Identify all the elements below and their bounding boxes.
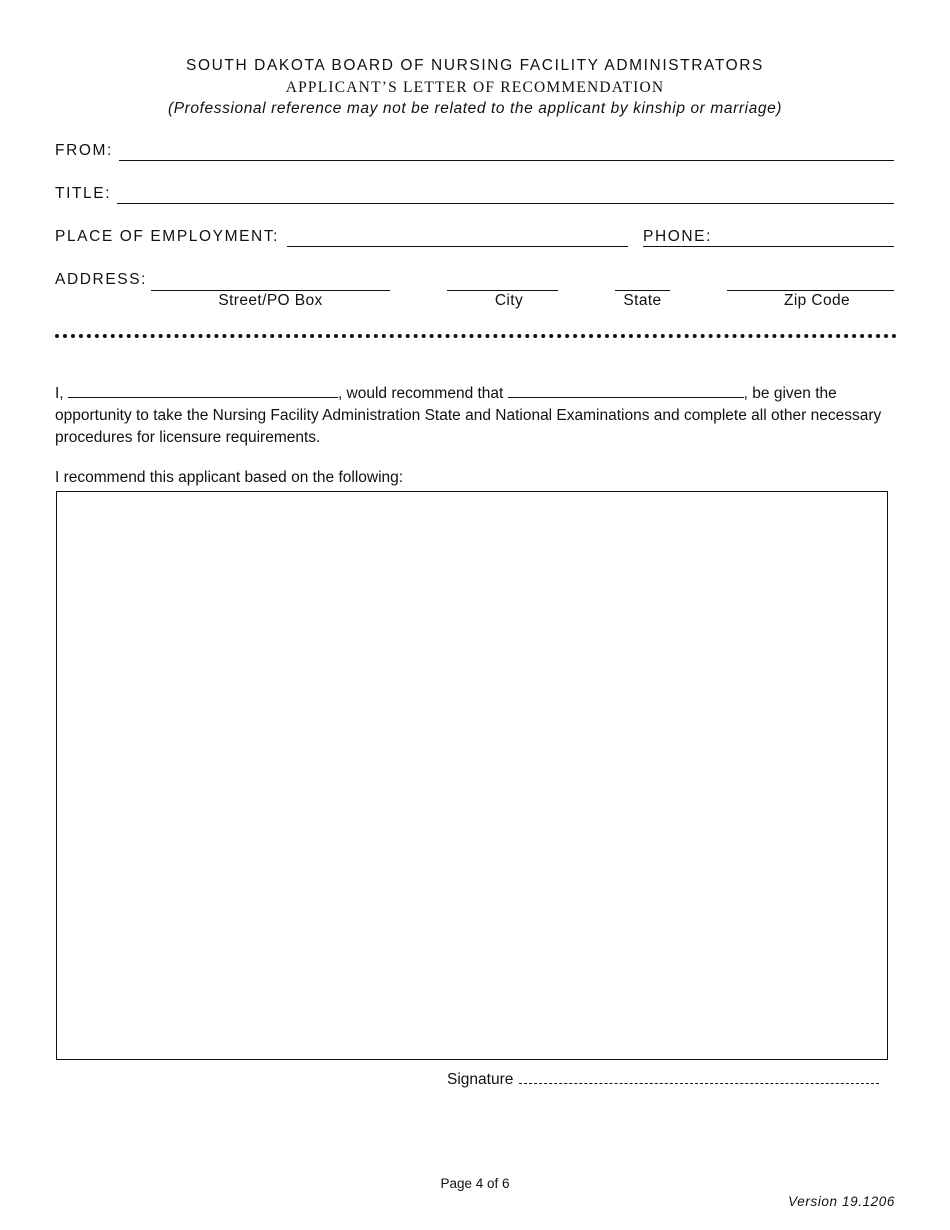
signature-field[interactable] [519,1069,879,1084]
basis-label: I recommend this applicant based on the following: [55,469,404,486]
form-title: APPLICANT’S LETTER OF RECOMMENDATION [285,79,665,96]
city-field[interactable] [447,290,558,291]
from-field[interactable] [119,160,894,161]
section-divider [55,334,897,338]
form-subtitle: (Professional reference may not be related to the applicant by kinship or marriage) [167,100,783,117]
title-field[interactable] [117,203,894,204]
recommendation-textbox[interactable] [56,491,888,1060]
from-label: FROM: [55,142,113,159]
version-label: Version 19.1206 [788,1194,895,1209]
state-caption: State [623,292,662,309]
street-caption: Street/PO Box [218,292,323,309]
would-recommend-text: , would recommend that [337,385,504,402]
recommendation-statement [55,383,900,449]
phone-label: PHONE: [643,228,713,245]
street-field[interactable] [151,290,390,291]
board-title: SOUTH DAKOTA BOARD OF NURSING FACILITY ADMINISTRATORS [186,57,764,74]
address-label: ADDRESS: [55,271,148,288]
statement-rest: opportunity to take the Nursing Facility Administration State and National Examinations and complete all other necessary procedures for licensure requirements. [55,407,882,446]
state-field[interactable] [615,290,670,291]
recommender-name-field[interactable] [68,383,338,398]
i-prefix: I, [55,385,64,402]
be-given-text: , be given the [743,385,837,402]
zip-caption: Zip Code [783,292,851,309]
signature-label: Signature [447,1071,514,1088]
page-number: Page 4 of 6 [440,1176,510,1191]
employment-label: PLACE OF EMPLOYMENT: [55,228,280,245]
zip-field[interactable] [727,290,894,291]
employment-field[interactable] [287,246,628,247]
title-label: TITLE: [55,185,112,202]
applicant-name-field[interactable] [508,383,744,398]
signature-row [447,1069,879,1089]
phone-field[interactable] [643,246,894,247]
city-caption: City [494,292,524,309]
